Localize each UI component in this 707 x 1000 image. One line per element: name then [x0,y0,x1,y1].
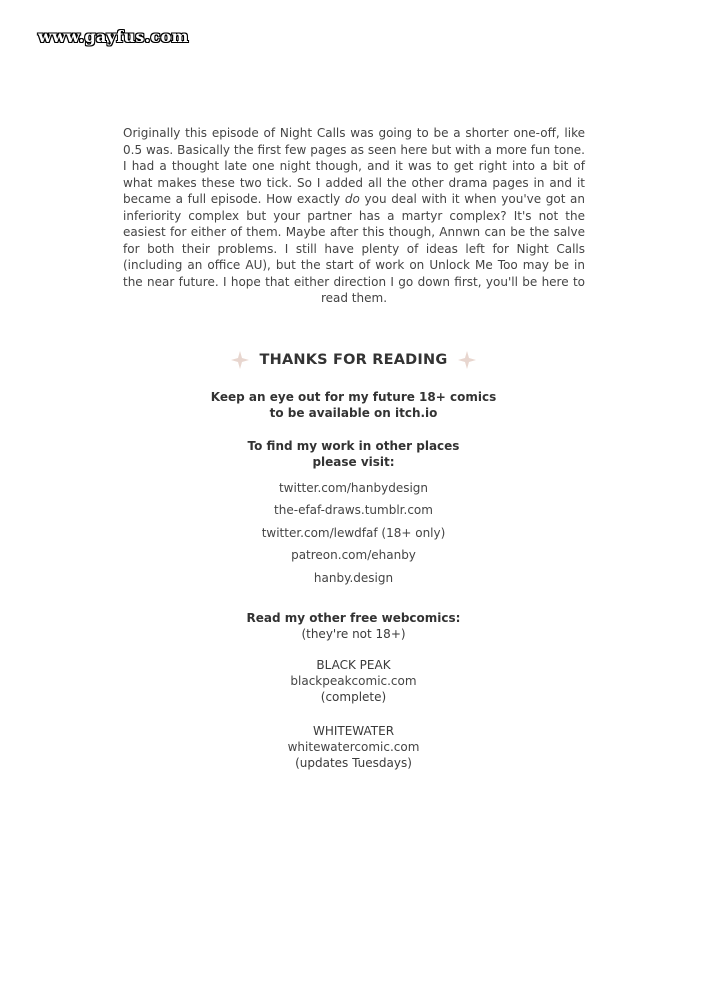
thanks-title: THANKS FOR READING [259,352,448,368]
comic-url[interactable]: blackpeakcomic.com [290,674,417,688]
itch-line-1: Keep an eye out for my future 18+ comics [210,390,497,404]
intro-emphasis: do [344,192,360,206]
find-work-heading [0,438,707,470]
free-heading: Read my other free webcomics: [246,611,461,625]
site-watermark: www.gayfus.com [38,27,189,46]
link-hanby-design[interactable]: hanby.design [313,570,394,585]
comic-status: (complete) [320,690,387,704]
comic-url[interactable]: whitewatercomic.com [287,740,420,754]
find-line-2: please visit: [312,455,395,469]
comic-black-peak [0,657,707,705]
itch-line-2: to be available on itch.io [269,406,438,420]
thanks-heading-row [0,350,707,370]
comic-status: (updates Tuesdays) [295,756,412,770]
intro-text-part1: Originally this episode of Night Calls was going to be a shorter one-off, like 0.5 was. Basically the first few pages as seen here but with a more fun tone. I had a thought late one night though, and it was to get right into a bit of what makes these two tick. So I added all the other drama pages in and it became a full episode. How exactly [123,126,585,206]
link-patreon[interactable]: patreon.com/ehanby [291,548,416,563]
free-webcomics-heading [0,610,707,642]
star-icon-right [457,350,477,370]
star-icon-left [230,350,250,370]
free-note: (they're not 18+) [301,627,406,641]
comic-name: WHITEWATER [312,724,395,738]
link-tumblr[interactable]: the-efaf-draws.tumblr.com [274,503,433,518]
comic-name: BLACK PEAK [316,658,391,672]
intro-paragraph [123,125,585,307]
social-links-list [0,477,707,589]
comic-whitewater [0,723,707,771]
intro-text-part2: you deal with it when you've got an inferiority complex but your partner has a martyr complex? It's not the easiest for either of them. Maybe after this though, Annwn can be the salve for both their problems. I still have plenty of ideas left for Night Calls (including an office AU), but the start of work on Unlock Me Too may be in the near future. I hope that either direction I go down first, you'll be here to read them. [123,192,585,305]
link-twitter-hanbydesign[interactable]: twitter.com/hanbydesign [278,481,429,495]
find-line-1: To find my work in other places [247,439,460,453]
itch-notice [0,389,707,421]
link-twitter-lewdfaf[interactable]: twitter.com/lewdfaf (18+ only) [261,525,446,540]
